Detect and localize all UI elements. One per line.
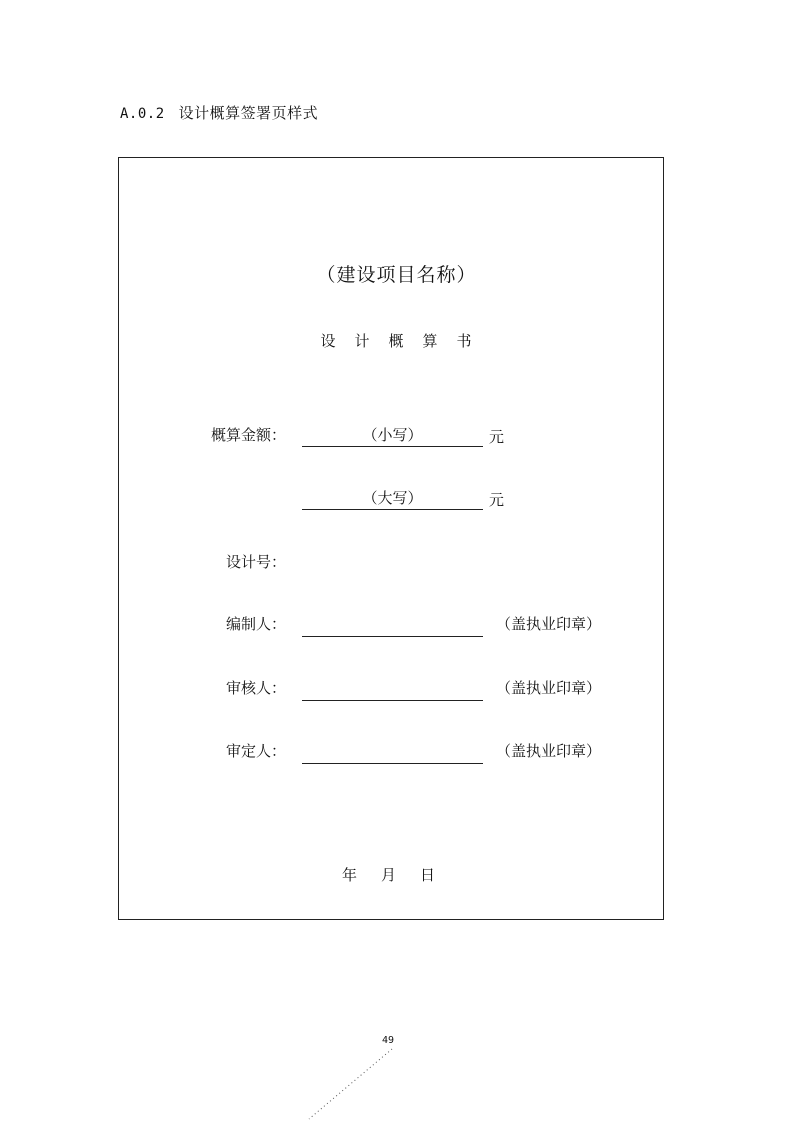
section-title: 设计概算签署页样式 bbox=[178, 104, 319, 122]
section-number: A.0.2 bbox=[120, 106, 165, 122]
approver-stamp-note: （盖执业印章） bbox=[496, 742, 602, 760]
amount-label: 概算金额： bbox=[210, 426, 286, 444]
page-number: 49 bbox=[382, 1035, 395, 1046]
section-heading bbox=[120, 102, 318, 123]
document-title-char: 书 bbox=[456, 332, 473, 350]
lowercase-hint: （小写） bbox=[362, 426, 423, 444]
reviewer-stamp-note: （盖执业印章） bbox=[496, 679, 602, 697]
document-title-char: 计 bbox=[354, 332, 371, 350]
design-number-label: 设计号： bbox=[225, 553, 286, 571]
reviewer-field[interactable] bbox=[302, 678, 483, 701]
signature-date bbox=[342, 864, 459, 885]
dotted-scan-mark bbox=[308, 1048, 393, 1120]
document-title-char: 概 bbox=[388, 332, 405, 350]
amount-lowercase-field[interactable] bbox=[302, 424, 483, 447]
document-title-char: 算 bbox=[422, 332, 439, 350]
approver-field[interactable] bbox=[302, 741, 483, 764]
date-month: 月 bbox=[381, 866, 397, 884]
preparer-field[interactable] bbox=[302, 614, 483, 637]
date-year: 年 bbox=[342, 866, 358, 884]
date-day: 日 bbox=[420, 866, 436, 884]
amount-uppercase-unit: 元 bbox=[489, 491, 505, 509]
preparer-label: 编制人： bbox=[225, 615, 286, 633]
document-title bbox=[0, 330, 793, 351]
reviewer-label: 审核人： bbox=[225, 679, 286, 697]
amount-uppercase-field[interactable] bbox=[302, 487, 483, 510]
preparer-stamp-note: （盖执业印章） bbox=[496, 615, 602, 633]
project-name: （建设项目名称） bbox=[316, 264, 477, 286]
amount-lowercase-unit: 元 bbox=[489, 428, 505, 446]
document-title-char: 设 bbox=[320, 332, 337, 350]
uppercase-hint: （大写） bbox=[362, 489, 423, 507]
approver-label: 审定人： bbox=[225, 742, 286, 760]
